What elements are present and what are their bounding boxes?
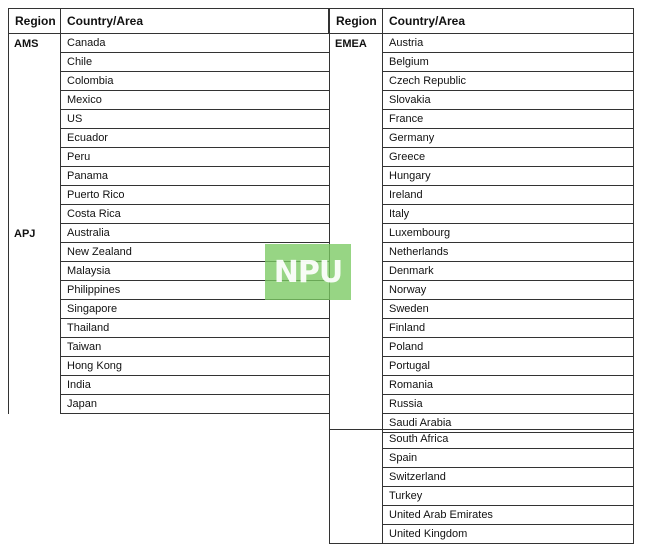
country-cell: Slovakia (383, 91, 634, 110)
country-cell: United Arab Emirates (383, 506, 634, 525)
country-cell: Hong Kong (61, 357, 329, 376)
country-cell: Japan (61, 395, 329, 414)
country-cell: Germany (383, 129, 634, 148)
table-row (330, 430, 634, 449)
country-cell: France (383, 110, 634, 129)
region-header: Region (330, 9, 383, 34)
country-cell: Colombia (61, 72, 329, 91)
table-row (9, 224, 329, 243)
country-cell: Ireland (383, 186, 634, 205)
country-cell: Sweden (383, 300, 634, 319)
country-cell: Spain (383, 449, 634, 468)
country-cell: Hungary (383, 167, 634, 186)
country-cell: Switzerland (383, 468, 634, 487)
right-region-table (329, 8, 634, 433)
country-cell: Denmark (383, 262, 634, 281)
country-cell: Peru (61, 148, 329, 167)
watermark-text: NPU (273, 254, 343, 290)
country-cell: Luxembourg (383, 224, 634, 243)
country-cell: New Zealand (61, 243, 329, 262)
country-cell: Portugal (383, 357, 634, 376)
left-region-table (8, 8, 329, 414)
country-cell: Czech Republic (383, 72, 634, 91)
country-cell: Netherlands (383, 243, 634, 262)
country-cell: Panama (61, 167, 329, 186)
country-cell: Romania (383, 376, 634, 395)
region-cell: APJ (9, 224, 61, 414)
country-cell: Canada (61, 34, 329, 53)
country-cell: Costa Rica (61, 205, 329, 224)
country-cell: Finland (383, 319, 634, 338)
region-cell (330, 430, 383, 544)
country-cell: Singapore (61, 300, 329, 319)
country-cell: Chile (61, 53, 329, 72)
country-cell: Italy (383, 205, 634, 224)
country-cell: South Africa (383, 430, 634, 449)
country-cell: Poland (383, 338, 634, 357)
table-row (330, 34, 634, 53)
country-cell: Australia (61, 224, 329, 243)
country-cell: India (61, 376, 329, 395)
country-cell: Norway (383, 281, 634, 300)
country-cell: Taiwan (61, 338, 329, 357)
region-header: Region (9, 9, 61, 34)
country-cell: Greece (383, 148, 634, 167)
country-cell: US (61, 110, 329, 129)
country-cell: Saudi Arabia (383, 414, 634, 433)
country-cell: Russia (383, 395, 634, 414)
table-row (9, 34, 329, 53)
country-cell: Philippines (61, 281, 329, 300)
country-cell: Ecuador (61, 129, 329, 148)
country-cell: Mexico (61, 91, 329, 110)
region-cell: EMEA (330, 34, 383, 433)
country-cell: Austria (383, 34, 634, 53)
country-header: Country/Area (383, 9, 634, 34)
country-cell: Malaysia (61, 262, 329, 281)
region-cell: AMS (9, 34, 61, 224)
npu-watermark-logo (265, 244, 351, 300)
country-cell: Thailand (61, 319, 329, 338)
country-cell: Puerto Rico (61, 186, 329, 205)
country-cell: United Kingdom (389, 528, 468, 540)
country-cell: Belgium (383, 53, 634, 72)
country-header: Country/Area (61, 9, 329, 34)
right-region-table-continued (329, 429, 634, 544)
country-cell: Turkey (383, 487, 634, 506)
